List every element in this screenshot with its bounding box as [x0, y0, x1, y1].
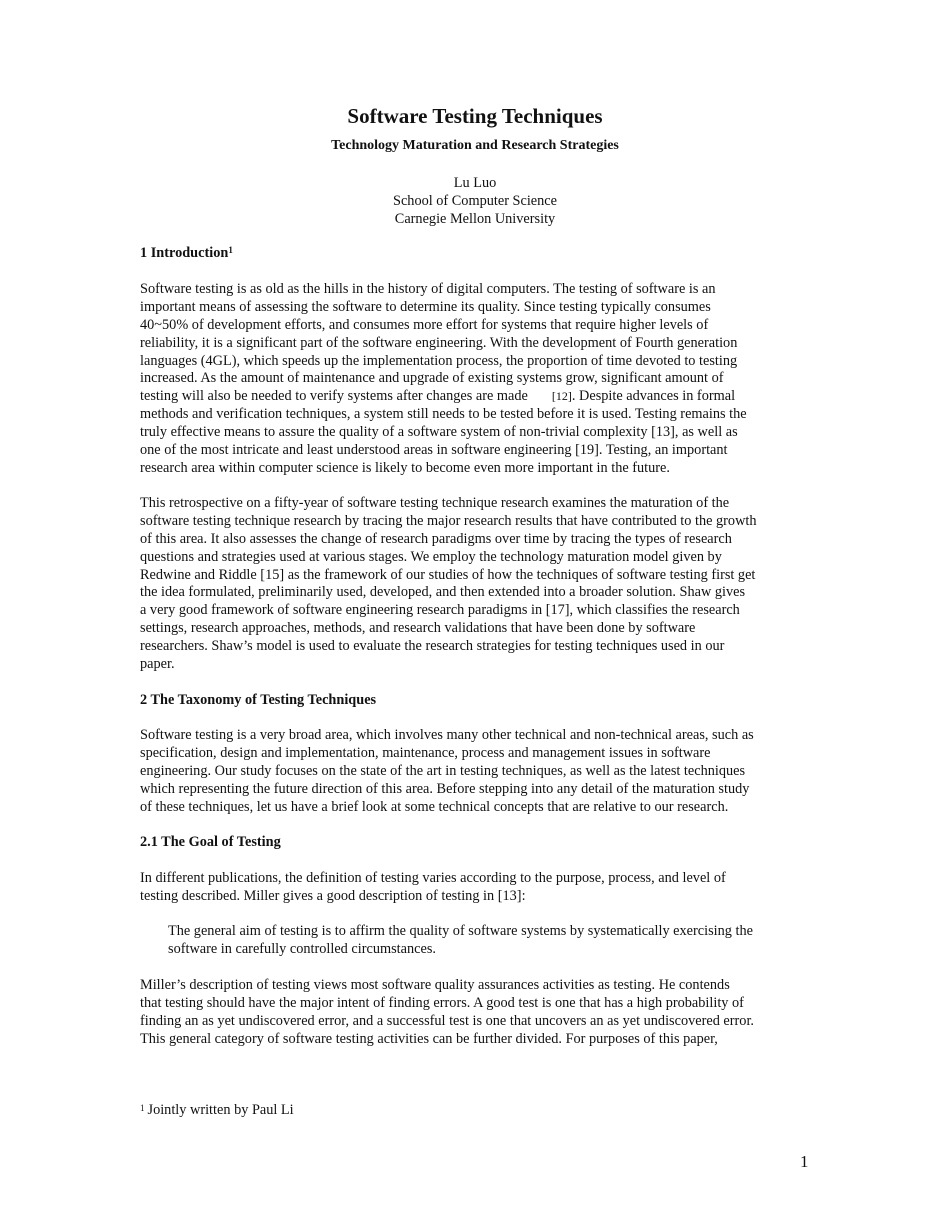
text-line: of this area. It also assesses the change of research paradigms over time by tracing the types of research: [140, 530, 732, 547]
text-line: increased. As the amount of maintenance and upgrade of existing systems grow, significant amount of: [140, 370, 724, 387]
text-line: researchers. Shaw’s model is used to evaluate the research strategies for testing techniques used in our: [140, 638, 725, 655]
text-line: of these techniques, let us have a brief look at some technical concepts that are relative to our research.: [140, 798, 729, 815]
author-school: School of Computer Science: [393, 193, 557, 209]
section-heading-introduction: [140, 245, 233, 262]
text-line: This general category of software testing activities can be further divided. For purposes of this paper,: [140, 1030, 718, 1047]
text-line: Software testing is a very broad area, which involves many other technical and non-technical areas, such as: [140, 727, 754, 743]
section-heading-goal-of-testing: 2.1 The Goal of Testing: [140, 834, 281, 850]
text-line: questions and strategies used at various stages. We employ the technology maturation model given by: [140, 548, 722, 565]
text-line: reliability, it is a significant part of the software engineering. With the development of Fourth generation: [140, 334, 738, 351]
text-line: Software testing is as old as the hills in the history of digital computers. The testing of software is an: [140, 281, 716, 297]
text-line: Miller’s description of testing views most software quality assurances activities as testing. He contends: [140, 977, 730, 993]
text-line: 40~50% of development efforts, and consumes more effort for systems that require higher levels of: [140, 316, 709, 333]
text-line: specification, design and implementation, maintenance, process and management issues in software: [140, 744, 711, 761]
section-heading-taxonomy: 2 The Taxonomy of Testing Techniques: [140, 692, 377, 708]
paragraph-taxonomy-1: [140, 727, 840, 816]
text-line: testing described. Miller gives a good description of testing in [13]:: [140, 887, 526, 904]
text-line: The general aim of testing is to affirm the quality of software systems by systematically exercising the: [168, 923, 753, 939]
text-line: This retrospective on a fifty-year of software testing technique research examines the maturation of the: [140, 495, 730, 511]
text-line: research area within computer science is likely to become even more important in the future.: [140, 459, 670, 476]
text-line: important means of assessing the software to determine its quality. Since testing typically consumes: [140, 298, 711, 315]
text-line: software in carefully controlled circumstances.: [168, 940, 436, 957]
text-line: one of the most intricate and least understood areas in software engineering [19]. Testing, an important: [140, 442, 728, 459]
paragraph-goal-1: [140, 870, 840, 906]
section-heading-text: 1 Introduction: [140, 245, 229, 261]
text-line: that testing should have the major intent of finding errors. A good test is one that has a high probability of: [140, 994, 744, 1011]
text-line: a very good framework of software engineering research paradigms in [17], which classifies the research: [140, 602, 740, 619]
text-line: methods and verification techniques, a system still needs to be tested before it is used. Testing remains the: [140, 406, 747, 423]
text-line: paper.: [140, 656, 175, 673]
paper-title: Software Testing Techniques: [347, 104, 603, 128]
text-line: Redwine and Riddle [15] as the framework of our studies of how the techniques of software testing first get: [140, 566, 756, 583]
text-line: software testing technique research by tracing the major research results that have contributed to the growth: [140, 512, 757, 529]
text-line: [140, 388, 840, 406]
text-line: which representing the future direction of this area. Before stepping into any detail of the maturation study: [140, 780, 750, 797]
text-line: settings, research approaches, methods, and research validations that have been done by software: [140, 620, 696, 637]
block-quote: [168, 923, 828, 959]
text-line: In different publications, the definition of testing varies according to the purpose, process, and level of: [140, 870, 726, 886]
footnote-text: Jointly written by Paul Li: [147, 1102, 294, 1118]
author-university: Carnegie Mellon University: [394, 211, 556, 227]
footnote: [140, 1102, 294, 1119]
footnote-mark: 1: [140, 1103, 145, 1113]
author-name: Lu Luo: [453, 175, 497, 191]
paragraph-intro-2: [140, 495, 840, 674]
footnote-marker: 1: [228, 245, 233, 255]
paper-subtitle: Technology Maturation and Research Strategies: [331, 138, 619, 153]
text-line: truly effective means to assure the quality of a software system of non-trivial complexity [13], as well as: [140, 424, 738, 441]
page-number: 1: [800, 1152, 809, 1171]
text-fragment: testing will also be needed to verify systems after changes are made: [140, 388, 528, 405]
paragraph-goal-2: [140, 977, 840, 1049]
text-line: the idea formulated, preliminarily used, developed, and then extended into a broader solution. Shaw gives: [140, 584, 746, 601]
paragraph-intro-1: [140, 281, 840, 478]
text-line: finding an as yet undiscovered error, and a successful test is one that uncovers an as yet undiscovered error.: [140, 1012, 754, 1029]
citation: [12]: [551, 389, 572, 404]
text-fragment: . Despite advances in formal: [571, 388, 736, 405]
text-line: languages (4GL), which speeds up the implementation process, the proportion of time devoted to testing: [140, 352, 738, 369]
text-line: engineering. Our study focuses on the state of the art in testing techniques, as well as the latest techniques: [140, 762, 746, 779]
